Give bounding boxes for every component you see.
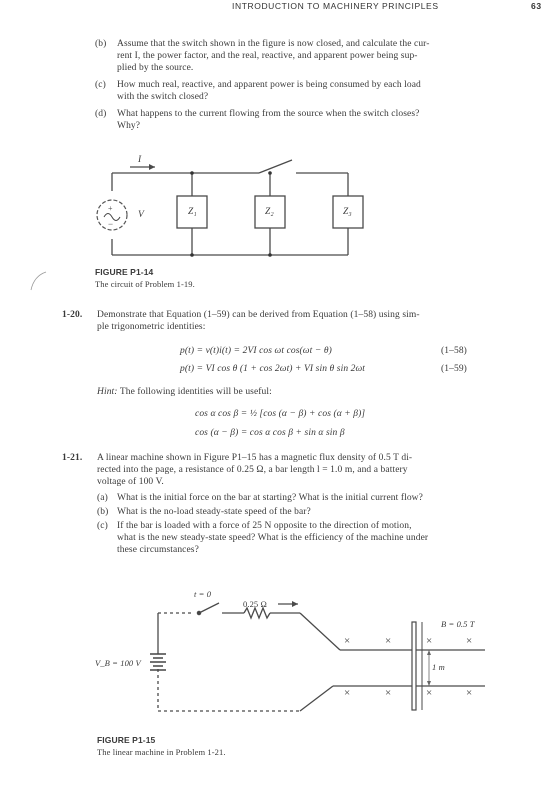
problem-1-21-line3: voltage of 100 V.	[97, 477, 164, 487]
part-b2-label: (b)	[97, 507, 109, 517]
flux-cross-icon: ×	[466, 635, 473, 647]
problem-1-20-number: 1-20.	[62, 310, 83, 320]
flux-cross-icon: ×	[466, 687, 473, 699]
sliding-bar	[412, 622, 416, 710]
problem-1-21-line2: rected into the page, a resistance of 0.25 Ω, a bar length l = 1.0 m, and a battery	[97, 465, 408, 475]
equation-1-58-number: (1–58)	[441, 346, 467, 356]
load3-label: Z₃	[343, 207, 352, 217]
flux-cross-icon: ×	[344, 687, 351, 699]
part-d-line1: What happens to the current flowing from the source when the switch closes?	[117, 109, 420, 119]
problem-1-21-line1: A linear machine shown in Figure P1–15 has a magnetic flux density of 0.5 T di-	[97, 453, 413, 463]
identity-1: cos α cos β = ½ [cos (α − β) + cos (α + β)]	[195, 409, 366, 419]
problem-1-20-line2: ple trigonometric identities:	[97, 322, 206, 332]
flux-cross-icon: ×	[344, 635, 351, 647]
part-b-line2: rent I, the power factor, and the real, reactive, and apparent power being sup-	[117, 51, 418, 61]
part-d-label: (d)	[95, 109, 107, 119]
part-c2-label: (c)	[97, 521, 108, 531]
field-label: B = 0.5 T	[441, 619, 475, 629]
source-minus-sign: −	[108, 219, 114, 229]
part-c2-line2: what is the new steady-state speed? What is the efficiency of the machine under	[117, 533, 429, 543]
load1-label: Z₁	[188, 207, 197, 217]
problem-1-21-number: 1-21.	[62, 453, 83, 463]
page-number: 63	[531, 1, 542, 11]
source-label: V	[138, 210, 144, 220]
current-label: I	[138, 155, 142, 165]
battery-icon	[150, 654, 166, 670]
figure-p1-14-title: FIGURE P1-14	[95, 267, 154, 277]
identity-2: cos (α − β) = cos α cos β + sin α sin β	[195, 428, 345, 438]
problem-1-20-line1: Demonstrate that Equation (1–59) can be derived from Equation (1–58) using sim-	[97, 310, 420, 320]
flux-cross-icon: ×	[385, 687, 392, 699]
current-direction-arrow-icon	[292, 601, 298, 607]
figure-p1-15-title: FIGURE P1-15	[97, 735, 156, 745]
flux-cross-icon: ×	[426, 687, 433, 699]
part-c-line2: with the switch closed?	[117, 92, 209, 102]
switch-blade	[199, 603, 219, 613]
part-b-line1: Assume that the switch shown in the figure is now closed, and calculate the cur-	[117, 39, 430, 49]
equation-1-59-number: (1–59)	[441, 364, 467, 374]
resistor-label: 0.25 Ω	[243, 599, 267, 609]
equation-1-58: p(t) = v(t)i(t) = 2VI cos ωt cos(ωt − θ)	[180, 346, 332, 356]
battery-label: V_B = 100 V	[95, 658, 141, 668]
part-c-line1: How much real, reactive, and apparent power is being consumed by each load	[117, 80, 421, 90]
part-a-text: What is the initial force on the bar at starting? What is the initial current flow?	[117, 493, 423, 503]
figure-p1-14-caption: The circuit of Problem 1-19.	[95, 279, 195, 289]
flux-cross-icon: ×	[385, 635, 392, 647]
part-b2-text: What is the no-load steady-state speed of the bar?	[117, 507, 311, 517]
hint-label: Hint:	[97, 387, 118, 397]
part-c-label: (c)	[95, 80, 106, 90]
hint-text: The following identities will be useful:	[117, 387, 272, 397]
bar-length-label: 1 m	[432, 662, 445, 672]
part-c2-line3: these circumstances?	[117, 545, 199, 555]
equation-1-59: p(t) = VI cos θ (1 + cos 2ωt) + VI sin θ sin 2ωt	[180, 364, 366, 374]
part-c2-line1: If the bar is loaded with a force of 25 N opposite to the direction of motion,	[117, 521, 412, 531]
switch-label: t = 0	[194, 589, 212, 599]
part-a-label: (a)	[97, 493, 108, 503]
load2-label: Z₂	[265, 207, 274, 217]
source-plus-sign: +	[108, 204, 113, 213]
part-d-line2: Why?	[117, 121, 141, 131]
flux-cross-icon: ×	[426, 635, 433, 647]
figure-p1-15-caption: The linear machine in Problem 1-21.	[97, 747, 226, 757]
running-title: INTRODUCTION TO MACHINERY PRINCIPLES	[232, 1, 439, 11]
part-b-line3: plied by the source.	[117, 63, 194, 73]
part-b-label: (b)	[95, 39, 107, 49]
